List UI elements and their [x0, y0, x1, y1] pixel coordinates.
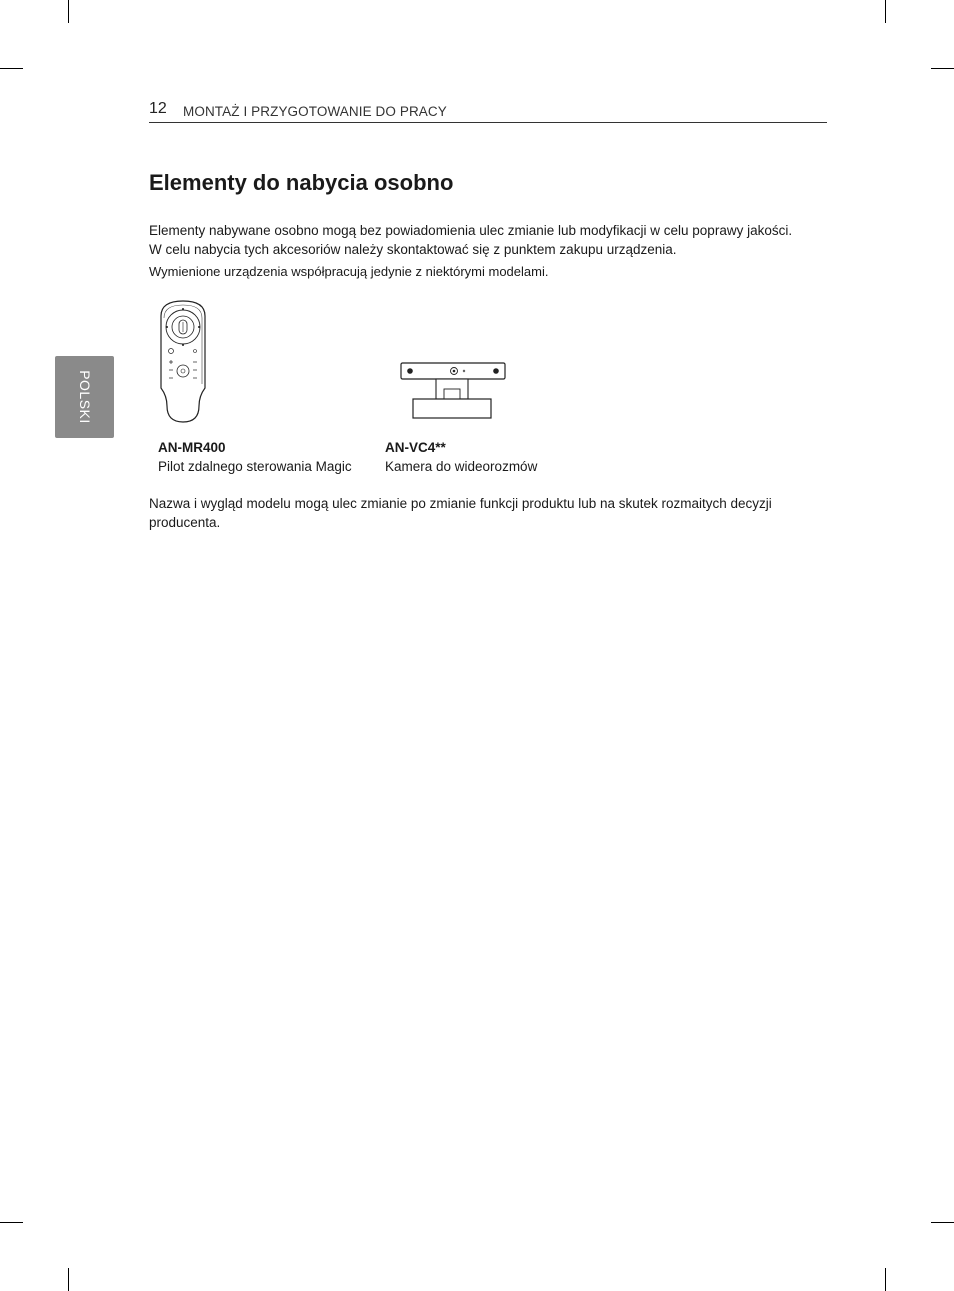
page-header: [149, 98, 827, 123]
intro-text: [149, 221, 829, 281]
crop-mark: [68, 0, 69, 23]
page-number: 12: [149, 100, 167, 117]
page-title: Elementy do nabycia osobno: [149, 170, 454, 195]
product-item: [385, 440, 537, 474]
product-description: Kamera do wideorozmów: [385, 459, 538, 474]
product-model: AN-MR400: [158, 440, 226, 455]
intro-line-1: Elementy nabywane osobno mogą bez powiadomienia ulec zmianie lub modyfikacji w celu poprawy jakości.: [149, 223, 793, 238]
magic-remote-icon: [155, 298, 211, 426]
product-description: Pilot zdalnego sterowania Magic: [158, 459, 352, 474]
language-tab-label: POLSKI: [76, 370, 93, 424]
language-tab: [55, 356, 114, 438]
product-model: AN-VC4**: [385, 440, 446, 455]
video-camera-icon: [398, 360, 508, 422]
crop-mark: [0, 1222, 23, 1223]
crop-mark: [931, 68, 954, 69]
intro-note: Wymienione urządzenia współpracują jedynie z niektórymi modelami.: [149, 264, 549, 279]
crop-mark: [68, 1268, 69, 1291]
crop-mark: [885, 1268, 886, 1291]
section-title: MONTAŻ I PRZYGOTOWANIE DO PRACY: [183, 104, 447, 119]
product-item: [158, 440, 352, 474]
intro-line-2: W celu nabycia tych akcesoriów należy skontaktować się z punktem zakupu urządzenia.: [149, 242, 677, 257]
footer-note: Nazwa i wygląd modelu mogą ulec zmianie po zmianie funkcji produktu lub na skutek rozmaitych decyzji producenta.: [149, 496, 772, 530]
crop-mark: [931, 1222, 954, 1223]
crop-mark: [885, 0, 886, 23]
crop-mark: [0, 68, 23, 69]
